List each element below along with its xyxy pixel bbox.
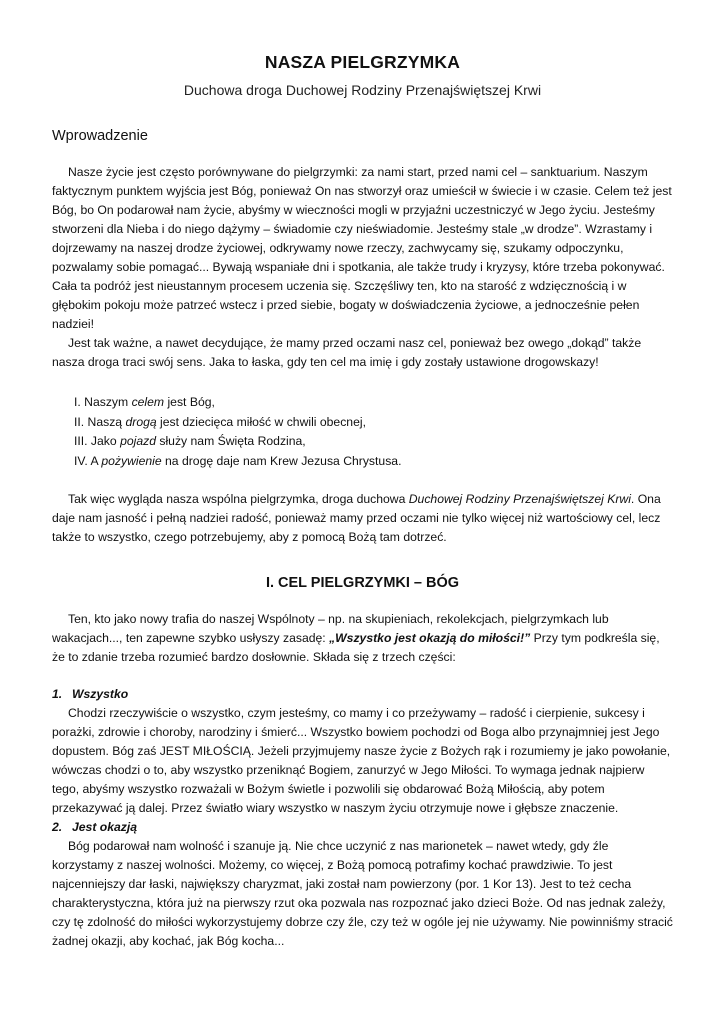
page-title: NASZA PIELGRZYMKA [264, 52, 461, 72]
point-paragraph: Bóg podarował nam wolność i szanuje ją. Nie chce uczynić z nas marionetek – nawet wtedy, gdy źle korzystamy z naszej wolności. Możemy, co więcej, z Bożą pomocą potrafimy kochać prawdziwie. To jest najcenniejszy dar łaski, największy charyzmat, jaki został nam powierzony (por. 1 Kor 13). Jest to też cecha charakterystyczna, która już na pierwszy rzut oka pozwala nas rozpoznać jako dzieci Boże. Od nas jednak zależy, czy tę zdolność do miłości wykorzystujemy dobrze czy źle, czy też w ogóle jej nie używamy. Nie powinniśmy stracić żadnej okazji, aby kochać, jak Bóg kocha... [52, 839, 673, 948]
list-item: III. Jako pojazd służy nam Święta Rodzina, [74, 434, 306, 448]
point-paragraph: Chodzi rzeczywiście o wszystko, czym jesteśmy, co mamy i co przeżywamy – radość i cierpienie, sukcesy i porażki, zdrowie i choroby, narodziny i śmierć... Wszystko bowiem pochodzi od Boga albo przynajmniej jest Jego dopustem. Bóg zaś JEST MIŁOŚCIĄ. Jeżeli przyjmujemy nasze życie z Bożych rąk i rozumiemy je jako powołanie, wówczas chodzi o to, aby wszystko przeniknąć Bogiem, zanurzyć w Jego Miłości. To wymaga jednak najpierw tego, abyśmy wszystko rozważali w Bożym świetle i pozwolili się obdarować Bożą Miłością, aby potem przekazywać ją dalej. Przez światło wiary wszystko w naszym życiu otrzymuje nowe i głębsze znaczenie. [52, 706, 671, 815]
intro-paragraph-3: Tak więc wygląda nasza wspólna pielgrzymka, droga duchowa Duchowej Rodziny Przenajświętszej Krwi. Ona daje nam jasność i pełną nadziei radość, ponieważ mamy przed oczami nie tylko więcej niż wartościowy cel, lecz także to wszystko, czego potrzebujemy, aby z pomocą Bożą tam dotrzeć. [52, 492, 661, 544]
intro-paragraph-2: Jest tak ważne, a nawet decydujące, że mamy przed oczami nasz cel, ponieważ bez owego „dokąd” także nasza droga traci swój sens. Jaka to łaska, gdy ten cel ma imię i gdy zostały ustawione drogowskazy! [52, 336, 642, 369]
list-item: II. Naszą drogą jest dziecięca miłość w chwili obecnej, [74, 414, 366, 429]
list-item: I. Naszym celem jest Bóg, [74, 395, 215, 409]
chapter-heading: I. CEL PIELGRZYMKI – BÓG [265, 575, 460, 591]
chapter-paragraph-1: Ten, kto jako nowy trafia do naszej Wspólnoty – np. na skupieniach, rekolekcjach, pielgrzymkach lub wakacjach..., ten zapewne szybko usłyszy zasadę: „Wszystko jest okazją do miłości!” Przy tym podkreśla się, że to zdanie trzeba rozumieć bardzo dosłownie. Składa się z trzech części: [52, 612, 660, 664]
point-heading: 1. Wszystko [52, 687, 129, 701]
page-subtitle: Duchowa droga Duchowej Rodziny Przenajświętszej Krwi [183, 82, 542, 98]
goals-list [74, 393, 673, 471]
intro-paragraph-1: Nasze życie jest często porównywane do pielgrzymki: za nami start, przed nami cel – sanktuarium. Naszym faktycznym punktem wyjścia jest Bóg, ponieważ On nas stworzył oraz umieścił w świecie i w czasie. Celem też jest Bóg, bo On podarował nam życie, abyśmy w wieczności mogli w przyjaźni uczestniczyć w Jego życiu. Jesteśmy stworzeni dla Nieba i do niego dążymy – świadomie czy nieświadomie. Jesteśmy stale „w drodze”. Wzrastamy i dojrzewamy na naszej drodze życiowej, odkrywamy nowe rzeczy, zachwycamy się, szukamy odpoczynku, pozwalamy sobie pomagać... Bywają wspaniałe dni i spotkania, ale także trudy i kryzysy, które trzeba pokonywać. Cała ta podróż jest nieustannym procesem uczenia się. Szczęśliwy ten, kto na starość z wdzięcznością i w głębokim pokoju może patrzeć wstecz i przed siebie, bogaty w doświadczenia życiowe, a jednocześnie pełen nadziei! [52, 165, 672, 331]
list-item: IV. A pożywienie na drogę daje nam Krew Jezusa Chrystusa. [74, 453, 402, 468]
intro-heading: Wprowadzenie [52, 128, 148, 144]
point-heading: 2. Jest okazją [52, 820, 138, 834]
